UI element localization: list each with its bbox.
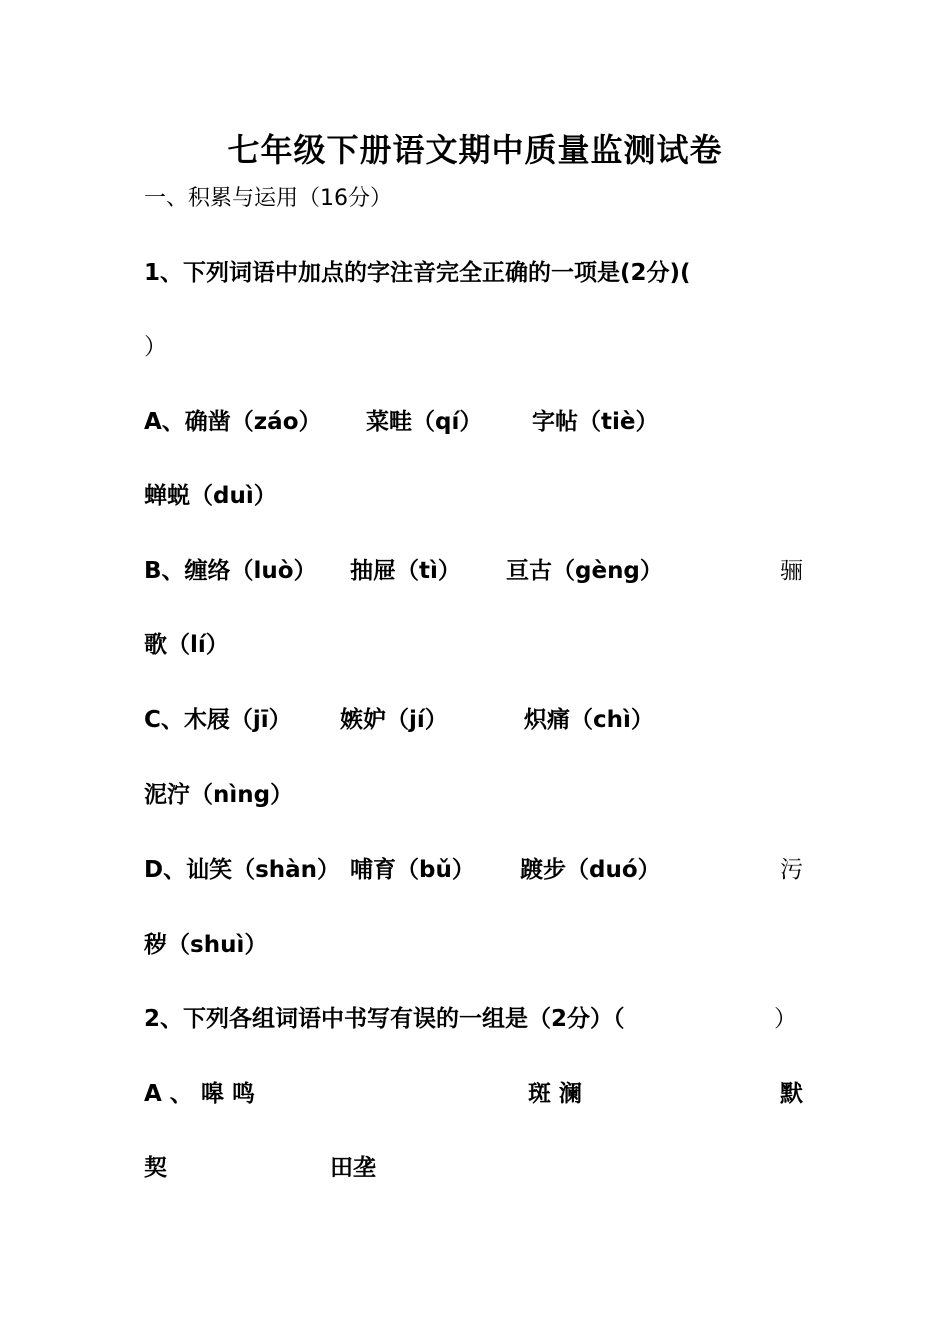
option-c-word-1: C、木屐（jī） <box>144 707 292 733</box>
q2-option-a-word-3-end: 契 <box>144 1155 167 1181</box>
option-d-word-3: 踱步（duó） <box>520 857 661 883</box>
option-b-word-2: 抽屉（tì） <box>350 558 461 584</box>
q2-option-a-word-1: A 、 嗥 鸣 <box>144 1081 255 1107</box>
option-d-word-4-end: 秽（shuì） <box>144 932 268 958</box>
option-d-word-1: D、讪笑（shàn） <box>144 857 341 883</box>
option-c-word-4: 泥泞（nìng） <box>144 782 294 808</box>
question-2-stem-end: ） <box>774 1006 797 1032</box>
question-2-option-a-cont <box>144 1151 844 1185</box>
option-a-word-3: 字帖（tiè） <box>532 409 659 435</box>
option-b-word-3: 亘古（gèng） <box>506 558 663 584</box>
option-d-word-4-start: 污 <box>780 857 803 883</box>
option-b-word-4-end: 歌（lí） <box>144 632 229 658</box>
question-1-stem: 1、下列词语中加点的字注音完全正确的一项是(2分)( <box>144 260 691 286</box>
page-title: 七年级下册语文期中质量监测试卷 <box>227 131 723 169</box>
q2-option-a-word-2: 斑 澜 <box>528 1081 583 1107</box>
option-a-word-4: 蝉蜕（duì） <box>144 483 277 509</box>
q2-option-a-word-3-start: 默 <box>780 1081 803 1107</box>
section-heading: 一、积累与运用（16分） <box>144 186 392 211</box>
option-d-word-2: 哺育（bǔ） <box>350 857 475 883</box>
q2-option-a-word-4: 田垄 <box>330 1155 376 1181</box>
question-1-stem-end: ） <box>144 334 167 360</box>
question-1-option-c <box>144 703 844 737</box>
option-c-word-3: 炽痛（chì） <box>524 707 654 733</box>
question-1-option-d <box>144 853 844 887</box>
option-b-word-4-start: 骊 <box>780 558 803 584</box>
question-1-option-b <box>144 554 844 588</box>
option-b-word-1: B、缠络（luò） <box>144 558 317 584</box>
question-2-stem <box>144 1002 844 1036</box>
question-1-option-a <box>144 405 844 439</box>
option-c-word-2: 嫉妒（jí） <box>340 707 448 733</box>
question-2-option-a <box>144 1077 844 1111</box>
question-2-stem-text: 2、下列各组词语中书写有误的一组是（2分）（ <box>144 1006 625 1032</box>
option-a-word-2: 菜畦（qí） <box>366 409 483 435</box>
option-a-word-1: A、确凿（záo） <box>144 409 322 435</box>
